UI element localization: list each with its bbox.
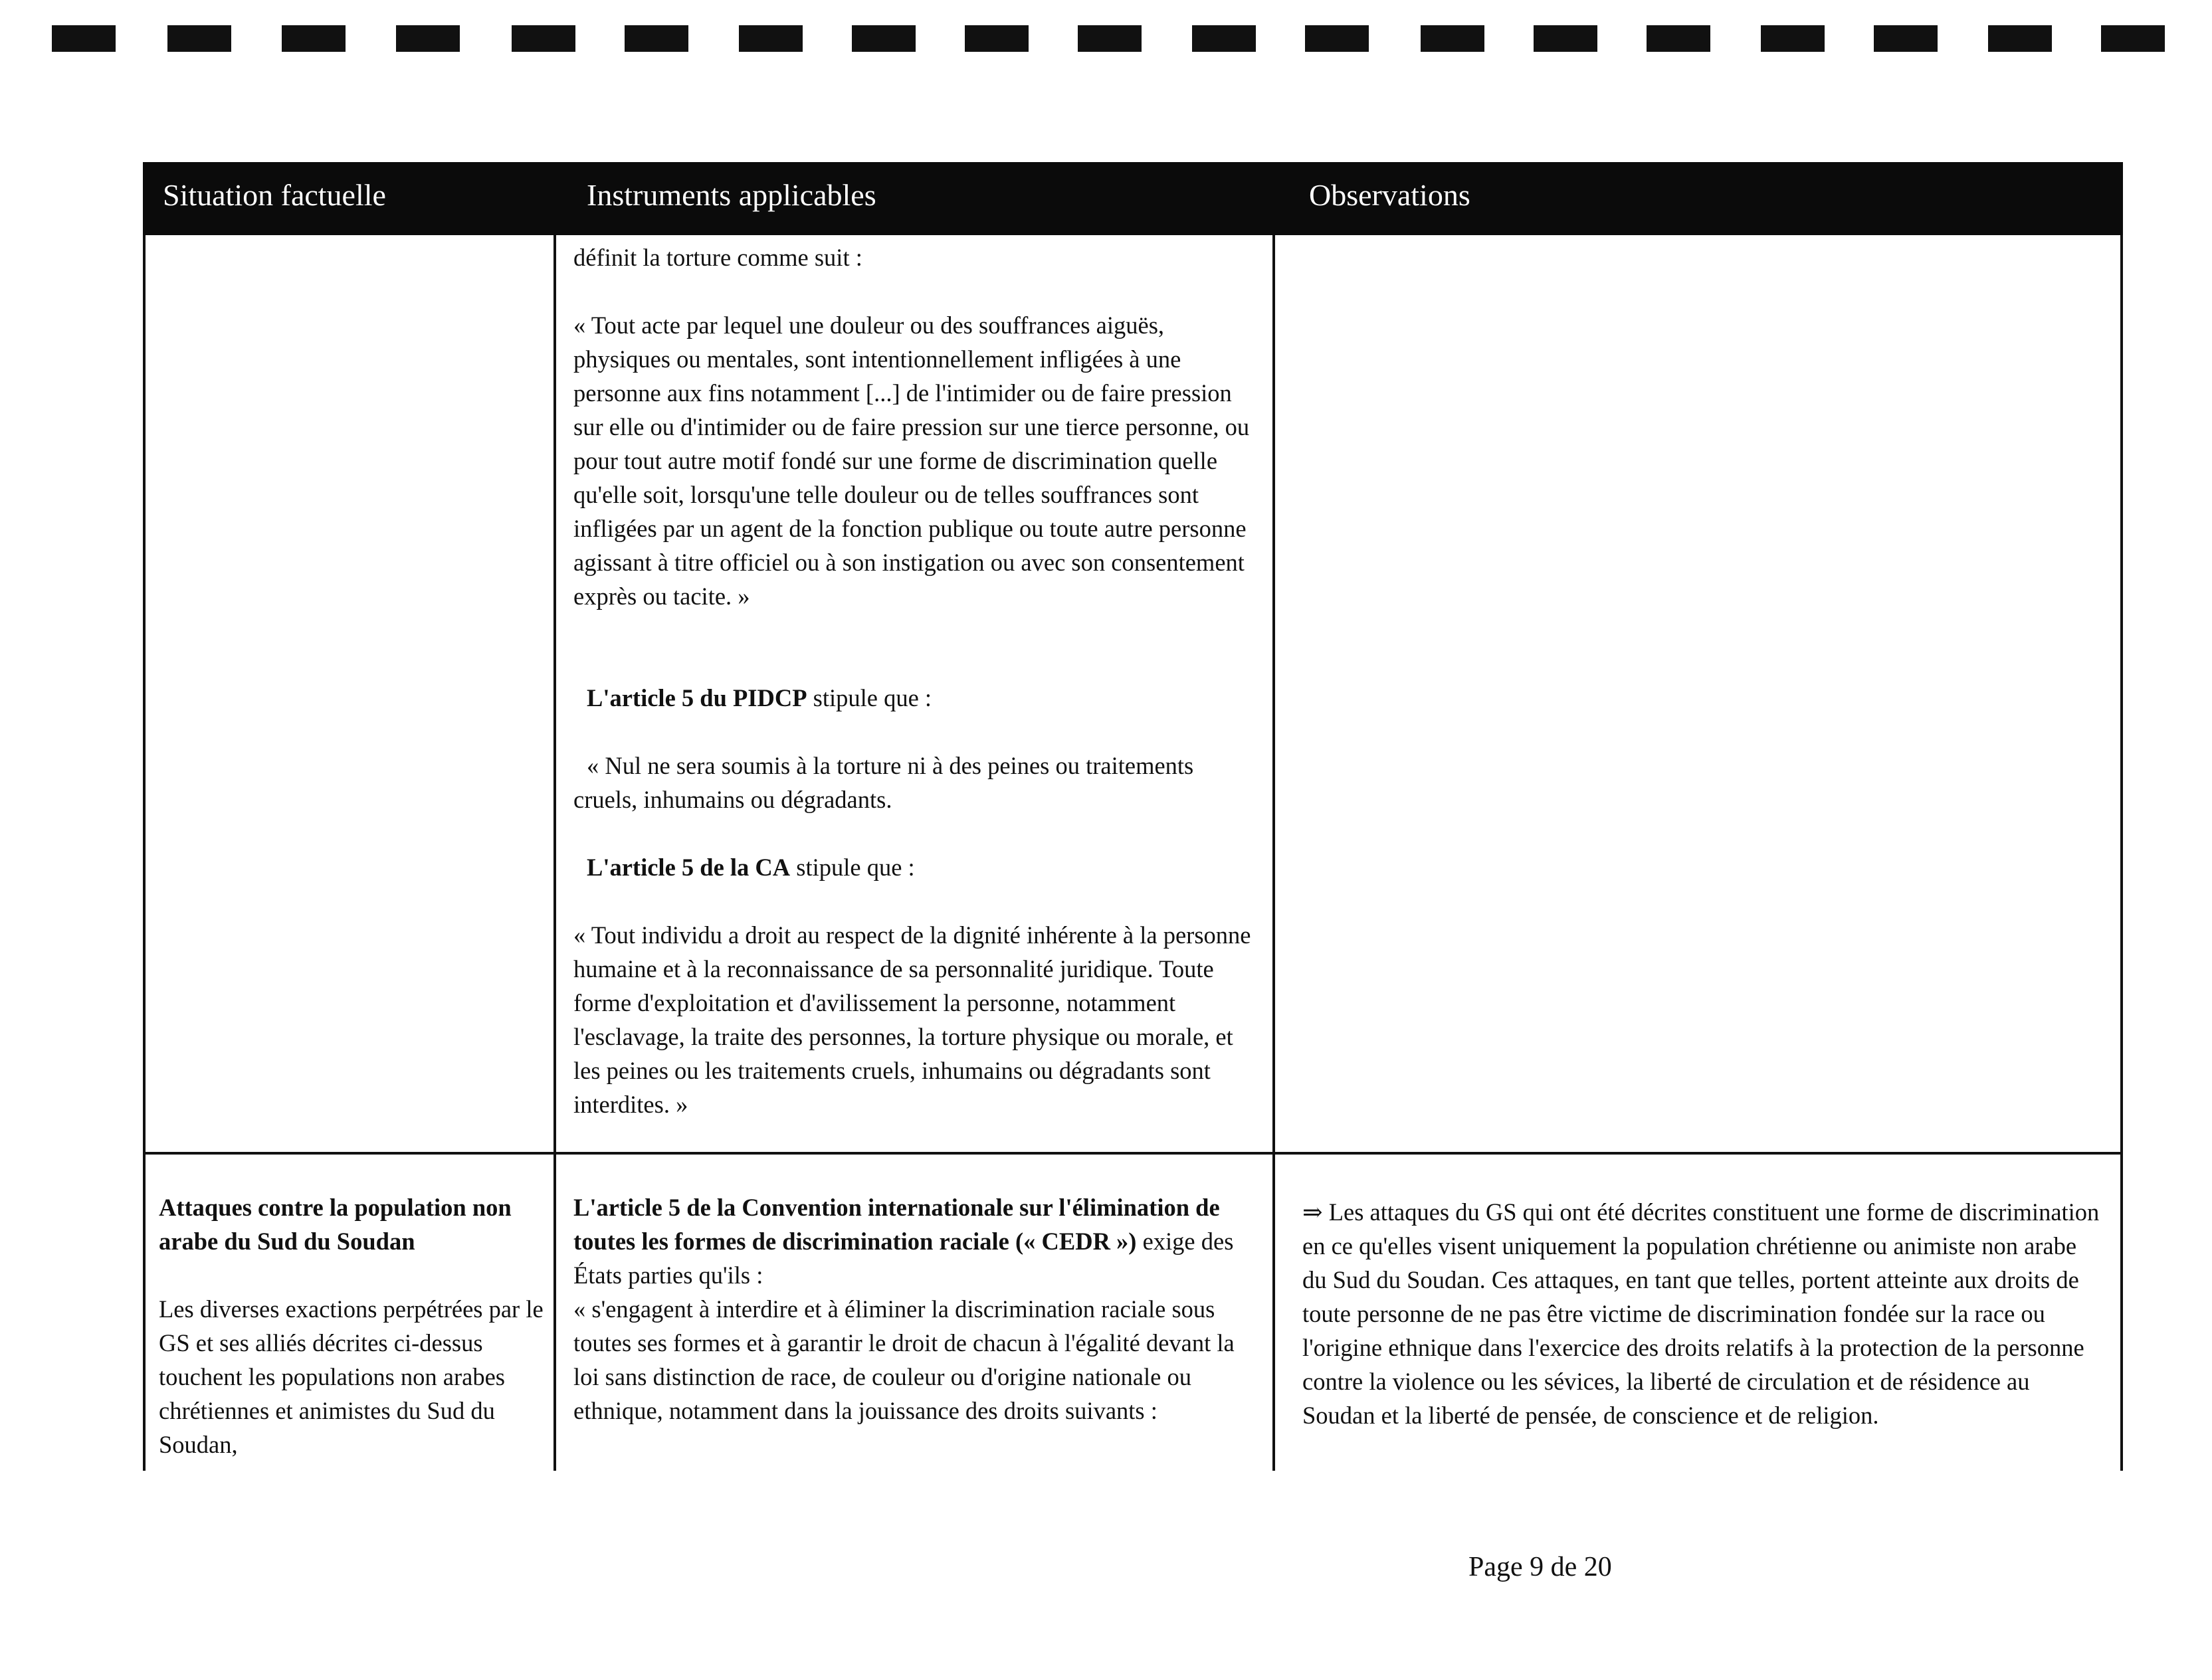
pidcp-bold: L'article 5 du PIDCP [587,684,807,711]
cedr-bold: L'article 5 de la Convention internationale sur l'élimination de toutes les formes de discrimination raciale (« CEDR ») [573,1194,1220,1255]
border-col3 [1272,235,1275,1471]
row2-observations [1302,1195,2103,1432]
cat-quote: « Tout acte par lequel une douleur ou des souffrances aiguës, physiques ou mentales, sont intentionnellement infligées à une personne aux fins notamment [...] de l'intimider ou de faire pression sur elle ou d'intimider ou de faire pression sur une tierce personne, ou pour tout autre motif fondé sur une forme de discrimination quelle qu'elle soit, lorsqu'une telle douleur ou de telles souffrances sont infligées par un agent de la fonction publique ou toute autre personne agissant à titre officiel ou à son instigation ou avec son consentement exprès ou tacite. » [573,312,1250,610]
border-col2 [553,235,556,1471]
pidcp-quote: « Nul ne sera soumis à la torture ni à des peines ou traitements cruels, inhumains ou dégradants. [573,752,1194,813]
row2-instruments [573,1190,1258,1428]
ca-quote: « Tout individu a droit au respect de la dignité inhérente à la personne humaine et à la reconnaissance de sa personnalité juridique. Toute forme d'exploitation et d'avilissement la personne, notamment l'esclavage, la traite des personnes, la torture physique ou morale, et les peines ou les traitements cruels, inhumains ou dégradants sont interdites. » [573,921,1251,1118]
border-left [143,235,146,1471]
pidcp-heading [573,681,1258,715]
ca-heading [573,850,1258,884]
page-number: Page 9 de 20 [1468,1552,1612,1582]
header-observations: Observations [1309,178,1470,212]
table [143,162,2123,1471]
row2-situation-text: Les diverses exactions perpétrées par le GS et ses alliés décrites ci-dessus touchent les populations non arabes chrétiennes et animistes du Sud du Soudan, [159,1295,544,1458]
paragraph: définit la torture comme suit : [573,244,862,271]
row1-instruments [573,240,1258,1121]
pidcp-rest: stipule que : [807,684,932,711]
cedr-quote: « s'engagent à interdire et à éliminer la discrimination raciale sous toutes ses formes et à garantir le droit de chacun à l'égalité devant la loi sans distinction de race, de couleur ou d'origine nationale ou ethnique, notamment dans la jouissance des droits suivants : [573,1295,1235,1424]
cedr-heading [573,1190,1258,1292]
observation-body: Les attaques du GS qui ont été décrites constituent une forme de discrimination en ce qu'elles visent uniquement la population chrétienne ou animiste non arabe du Sud du Soudan. Ces attaques, en tant que telles, portent atteinte aux droits de toute personne de ne pas être victime de discrimination fondée sur la race ou l'origine ethnique dans l'exercice des droits relatifs à la protection de la personne contre la violence ou les sévices, la liberté de circulation et de résidence au Soudan et la liberté de pensée, de conscience et de religion. [1302,1198,2100,1429]
arrow-icon: ⇒ [1302,1198,1323,1226]
row2-title-text: Attaques contre la population non arabe du Sud du Soudan [159,1194,512,1255]
table-header [143,162,2123,235]
scan-marks [52,25,2171,52]
border-right [2120,235,2123,1471]
observation-text [1302,1195,2103,1432]
cedr-rest: exige des États parties qu'ils : [573,1228,1234,1289]
ca-rest: stipule que : [790,854,915,881]
ca-bold: L'article 5 de la CA [587,854,791,881]
row2-title [159,1190,544,1258]
row-divider [143,1152,2123,1155]
header-instruments: Instruments applicables [587,178,876,212]
row2-situation [159,1190,544,1461]
header-situation: Situation factuelle [163,178,386,212]
